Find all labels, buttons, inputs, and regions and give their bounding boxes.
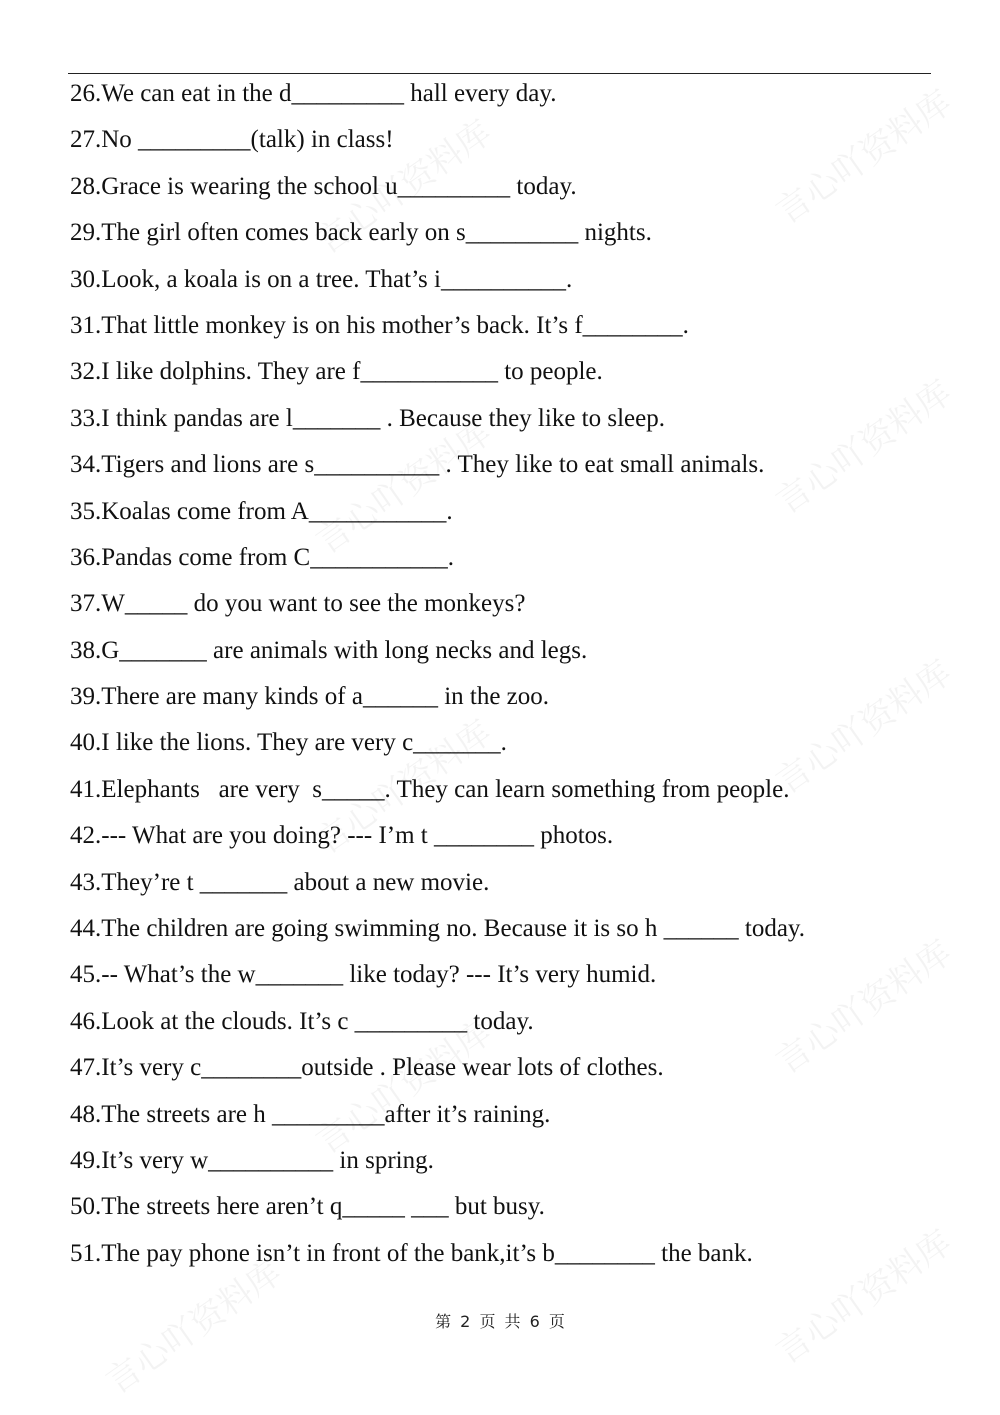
question-30: 30.Look, a koala is on a tree. That’s i__________. (70, 265, 573, 293)
top-rule (68, 73, 931, 74)
question-31: 31.That little monkey is on his mother’s back. It’s f________. (70, 311, 689, 339)
question-42: 42.--- What are you doing? --- I’m t ________ photos. (70, 822, 614, 850)
question-27: 27.No _________(talk) in class! (70, 126, 394, 154)
question-37: 37.W_____ do you want to see the monkeys? (70, 590, 526, 618)
question-47: 47.It’s very c________outside . Please wear lots of clothes. (70, 1054, 664, 1082)
question-32: 32.I like dolphins. They are f___________ to people. (70, 358, 603, 386)
question-26: 26.We can eat in the d_________ hall every day. (70, 80, 557, 107)
question-43: 43.They’re t _______ about a new movie. (70, 868, 490, 896)
question-29: 29.The girl often comes back early on s_________ nights. (70, 219, 652, 247)
question-40: 40.I like the lions. They are very c_______. (70, 729, 507, 757)
question-45: 45.-- What’s the w_______ like today? --- It’s very humid. (70, 961, 657, 989)
question-34: 34.Tigers and lions are s__________ . They like to eat small animals. (70, 451, 765, 479)
page-number-footer: 第 2 页 共 6 页 (435, 1312, 565, 1331)
question-28: 28.Grace is wearing the school u_________ today. (70, 172, 577, 200)
question-50: 50.The streets here aren’t q_____ ___ but busy. (70, 1193, 545, 1221)
question-49: 49.It’s very w__________ in spring. (70, 1146, 434, 1174)
question-33: 33.I think pandas are l_______ . Because they like to sleep. (70, 404, 665, 432)
question-39: 39.There are many kinds of a______ in the zoo. (70, 683, 550, 711)
question-36: 36.Pandas come from C___________. (70, 543, 454, 571)
question-38: 38.G_______ are animals with long necks and legs. (70, 636, 588, 664)
question-46: 46.Look at the clouds. It’s c _________ today. (70, 1007, 534, 1035)
question-48: 48.The streets are h _________after it’s raining. (70, 1100, 551, 1128)
question-list (70, 78, 950, 1284)
question-41: 41.Elephants are very s_____. They can learn something from people. (70, 775, 790, 803)
question-51: 51.The pay phone isn’t in front of the bank,it’s b________ the bank. (70, 1239, 753, 1267)
question-35: 35.Koalas come from A___________. (70, 497, 453, 525)
question-44: 44.The children are going swimming no. Because it is so h ______ today. (70, 915, 806, 943)
